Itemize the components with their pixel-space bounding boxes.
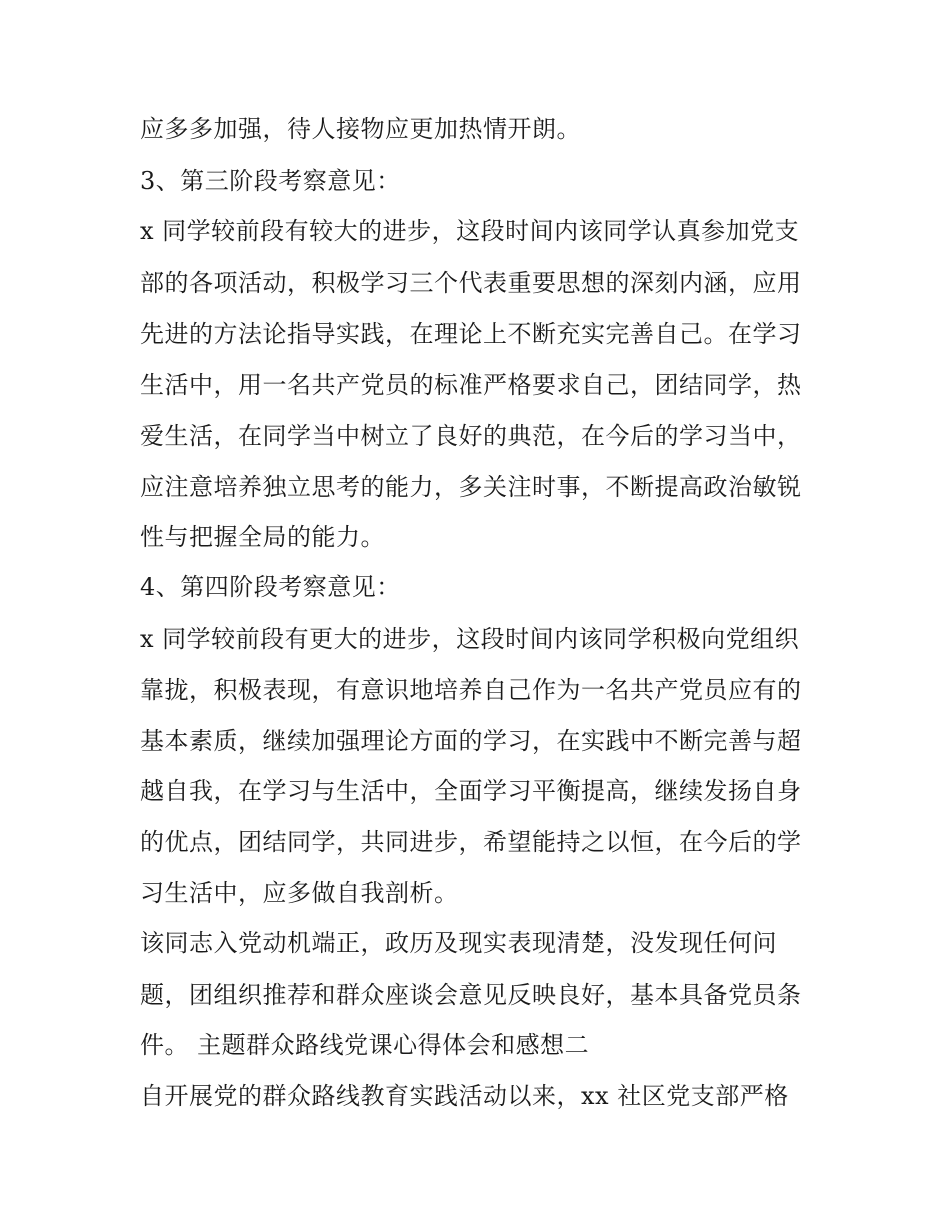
text-line: 越自我，在学习与生活中，全面学习平衡提高，继续发扬自身 [140, 777, 802, 805]
text-line: 基本素质，继续加强理论方面的学习，在实践中不断完善与超 [140, 727, 802, 755]
text-line: 自开展党的群众路线教育实践活动以来，xx 社区党支部严格 [140, 1082, 789, 1110]
text-line: 的优点，团结同学，共同进步，希望能持之以恒，在今后的学 [140, 828, 802, 856]
text-line: x 同学较前段有更大的进步，这段时间内该同学积极向党组织 [140, 625, 800, 653]
section-heading-stage-4: 4、第四阶段考察意见： [140, 573, 401, 601]
text-line: x 同学较前段有较大的进步，这段时间内该同学认真参加党支 [140, 217, 800, 245]
text-line: 部的各项活动，积极学习三个代表重要思想的深刻内涵，应用 [140, 269, 802, 297]
text-line: 先进的方法论指导实践，在理论上不断充实完善自己。在学习 [140, 320, 802, 348]
text-line: 应多多加强，待人接物应更加热情开朗。 [140, 115, 581, 143]
text-line: 生活中，用一名共产党员的标准严格要求自己，团结同学，热 [140, 371, 802, 399]
text-line: 性与把握全局的能力。 [140, 523, 385, 551]
text-line: 靠拢，积极表现，有意识地培养自己作为一名共产党员应有的 [140, 676, 802, 704]
text-line: 该同志入党动机端正，政历及现实表现清楚，没发现任何问 [140, 929, 777, 957]
text-line: 应注意培养独立思考的能力，多关注时事，不断提高政治敏锐 [140, 473, 802, 501]
text-line: 习生活中，应多做自我剖析。 [140, 879, 459, 907]
text-line: 题，团组织推荐和群众座谈会意见反映良好，基本具备党员条 [140, 981, 802, 1009]
text-line: 件。 主题群众路线党课心得体会和感想二 [140, 1031, 590, 1059]
text-line: 爱生活，在同学当中树立了良好的典范，在今后的学习当中， [140, 422, 802, 450]
section-heading-stage-3: 3、第三阶段考察意见： [140, 167, 401, 195]
